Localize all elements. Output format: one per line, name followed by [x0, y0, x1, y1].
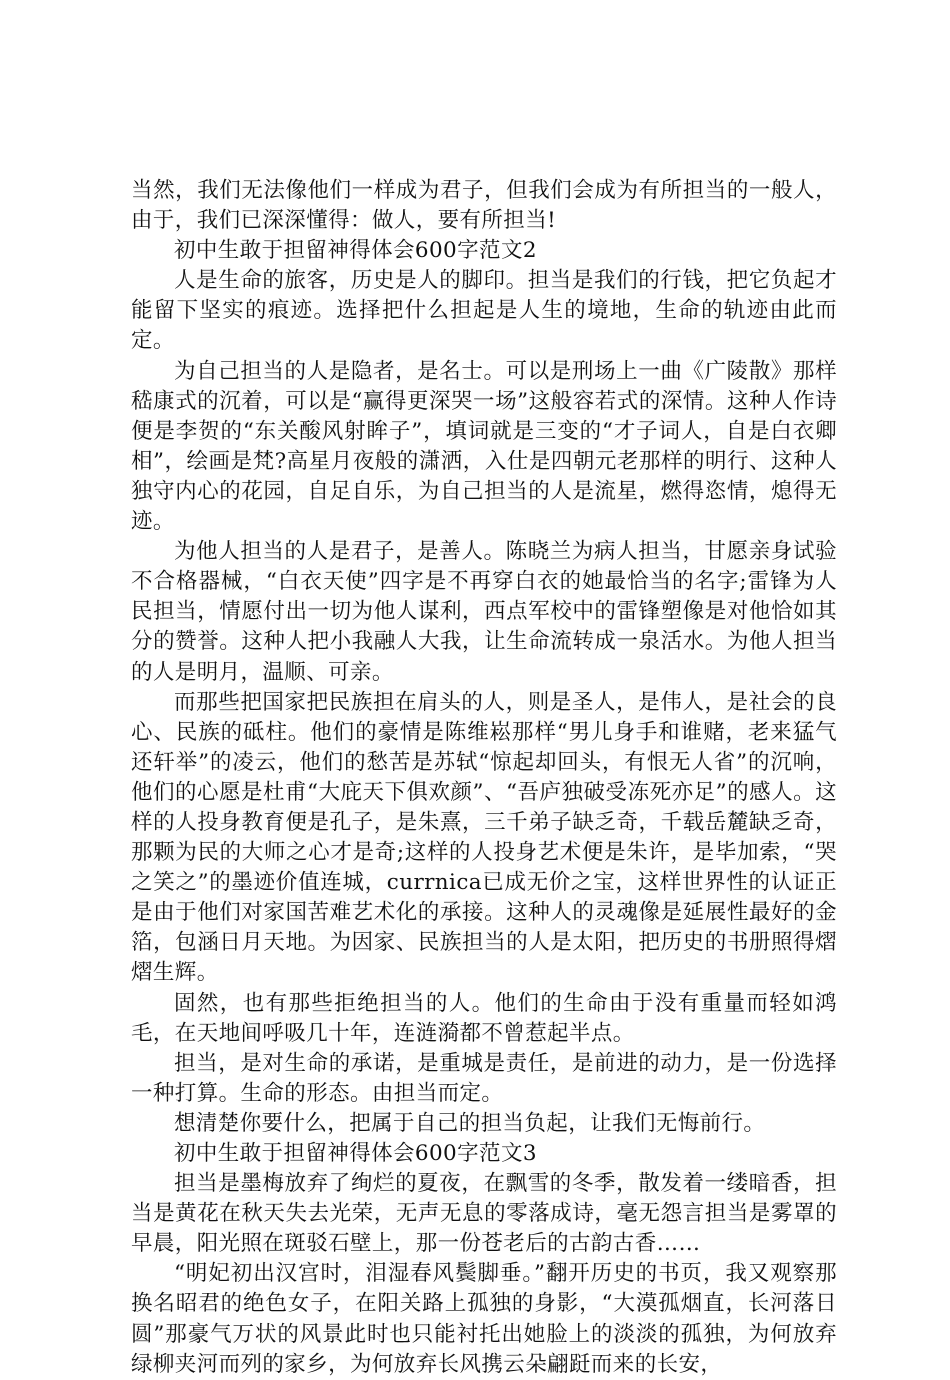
document-page	[131, 176, 837, 1380]
paragraph: 想清楚你要什么，把属于自己的担当负起，让我们无悔前行。	[174, 1110, 766, 1136]
paragraph: 当然，我们无法像他们一样成为君子，但我们会成为有所担当的一般人，由于，我们已深深懂得：做人，要有所担当!	[131, 178, 837, 234]
section-heading: 初中生敢于担留神得体会600字范文3	[174, 1141, 537, 1166]
paragraph: 担当是墨梅放弃了绚烂的夏夜，在飘雪的冬季，散发着一缕暗香，担当是黄花在秋天失去光荣，无声无息的零落成诗，毫无怨言担当是雾罩的早晨，阳光照在斑驳石壁上，那一份苍老后的古韵古香……	[131, 1171, 837, 1257]
paragraph: 人是生命的旅客，历史是人的脚印。担当是我们的行钱，把它负起才能留下坚实的痕迹。选择把什么担起是人生的境地，生命的轨迹由此而定。	[131, 268, 837, 354]
paragraph: “明妃初出汉宫时，泪湿春风鬓脚垂。”翻开历史的书页，我又观察那换名昭君的绝色女子，在阳关路上孤独的身影，“大漠孤烟直，长河落日圆”那豪气万状的风景此时也只能衬托出她脸上的淡淡的孤独，为何放弃绿柳夹河而列的家乡，为何放弃长风携云朵翩跹而来的长安，	[131, 1261, 837, 1377]
paragraph: 担当，是对生命的承诺，是重城是责任，是前进的动力，是一份选择一种打算。生命的形态。由担当而定。	[131, 1050, 837, 1106]
section-heading: 初中生敢于担留神得体会600字范文2	[174, 238, 537, 264]
paragraph: 为他人担当的人是君子，是善人。陈晓兰为病人担当，甘愿亲身试验不合格器械，“白衣天使”四字是不再穿白衣的她最恰当的名字;雷锋为人民担当，情愿付出一切为他人谋利，西点军校中的雷锋塑像是对他恰如其分的赞誉。这种人把小我融人大我，让生命流转成一泉活水。为他人担当的人是明月，温顺、可亲。	[131, 539, 837, 685]
paragraph: 为自己担当的人是隐者，是名士。可以是刑场上一曲《广陵散》那样嵇康式的沉着，可以是“赢得更深哭一场”这般容若式的深情。这种人作诗便是李贺的“东关酸风射眸子”，填词就是三变的“才子词人，自是白衣卿相”，绘画是梵?高星月夜般的潇洒，入仕是四朝元老那样的明行、这种人独守内心的花园，自足自乐，为自己担当的人是流星，燃得恣情，熄得无迹。	[131, 358, 837, 535]
paragraph: 固然，也有那些拒绝担当的人。他们的生命由于没有重量而轻如鸿毛，在天地间呼吸几十年，连涟漪都不曾惹起半点。	[131, 990, 837, 1046]
paragraph: 而那些把国家把民族担在肩头的人，则是圣人，是伟人，是社会的良心、民族的砥柱。他们的豪情是陈维崧那样“男儿身手和谁赌，老来猛气还轩举”的凌云，他们的愁苦是苏轼“惊起却回头，有恨无人省”的沉响，他们的心愿是杜甫“大庇天下俱欢颜”、“吾庐独破受冻死亦足”的感人。这样的人投身教育便是孔子，是朱熹，三千弟子缺乏奇，千载岳麓缺乏奇，那颗为民的大师之心才是奇;这样的人投身艺术便是朱许，是毕加索，“哭之笑之”的墨迹价值连城，currnica已成无价之宝，这样世界性的认证正是由于他们对家国苦难艺术化的承接。这种人的灵魂像是延展性最好的金箔，包涵日月天地。为因家、民族担当的人是太阳，把历史的书册照得熠熠生辉。	[131, 689, 837, 986]
